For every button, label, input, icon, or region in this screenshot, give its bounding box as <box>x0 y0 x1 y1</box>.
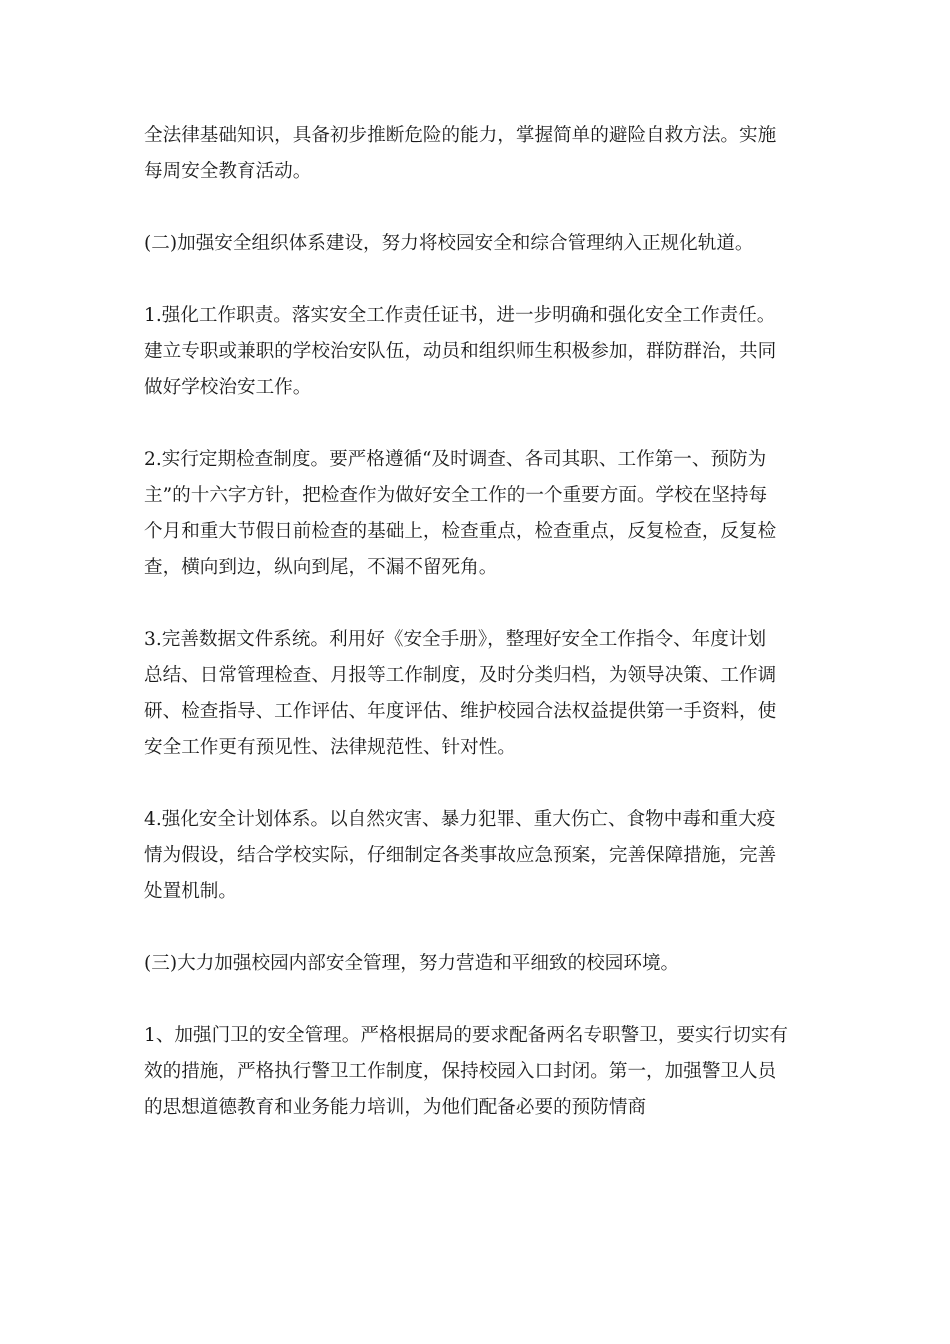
text-line: 2.实行定期检查制度。要严格遵循“及时调查、各司其职、工作第一、预防为 <box>144 449 767 470</box>
paragraph <box>144 118 808 190</box>
text-line: 主”的十六字方针，把检查作为做好安全工作的一个重要方面。学校在坚持每 <box>144 485 768 506</box>
paragraph <box>144 442 808 586</box>
text-line: 总结、日常管理检查、月报等工作制度，及时分类归档，为领导决策、工作调 <box>144 665 777 686</box>
text-line: 1.强化工作职责。落实安全工作责任证书，进一步明确和强化安全工作责任。 <box>144 305 776 326</box>
text-line: (二)加强安全组织体系建设，努力将校园安全和综合管理纳入正规化轨道。 <box>144 233 754 254</box>
section-heading <box>144 226 808 262</box>
document-body <box>144 118 808 1162</box>
text-line: 1、加强门卫的安全管理。严格根据局的要求配备两名专职警卫，要实行切实有 <box>144 1025 789 1046</box>
text-line: 情为假设，结合学校实际，仔细制定各类事故应急预案，完善保障措施，完善 <box>144 845 777 866</box>
text-line: 安全工作更有预见性、法律规范性、针对性。 <box>144 737 516 758</box>
paragraph <box>144 802 808 910</box>
text-line: 效的措施，严格执行警卫工作制度，保持校园入口封闭。第一，加强警卫人员 <box>144 1061 777 1082</box>
paragraph <box>144 622 808 766</box>
text-line: 研、检查指导、工作评估、年度评估、维护校园合法权益提供第一手资料，使 <box>144 701 777 722</box>
text-line: 做好学校治安工作。 <box>144 377 312 398</box>
paragraph <box>144 1018 808 1126</box>
text-line: 每周安全教育活动。 <box>144 161 312 182</box>
text-line: 3.完善数据文件系统。利用好《安全手册》，整理好安全工作指令、年度计划 <box>144 629 767 650</box>
section-heading <box>144 946 808 982</box>
text-line: (三)大力加强校园内部安全管理，努力营造和平细致的校园环境。 <box>144 953 680 974</box>
text-line: 建立专职或兼职的学校治安队伍，动员和组织师生积极参加，群防群治，共同 <box>144 341 777 362</box>
text-line: 查，横向到边，纵向到尾，不漏不留死角。 <box>144 557 498 578</box>
text-line: 的思想道德教育和业务能力培训，为他们配备必要的预防情商 <box>144 1097 647 1118</box>
paragraph <box>144 298 808 406</box>
text-line: 个月和重大节假日前检查的基础上，检查重点，检查重点，反复检查，反复检 <box>144 521 777 542</box>
text-line: 处置机制。 <box>144 881 237 902</box>
text-line: 4.强化安全计划体系。以自然灾害、暴力犯罪、重大伤亡、食物中毒和重大疫 <box>144 809 776 830</box>
text-line: 全法律基础知识，具备初步推断危险的能力，掌握简单的避险自救方法。实施 <box>144 125 777 146</box>
